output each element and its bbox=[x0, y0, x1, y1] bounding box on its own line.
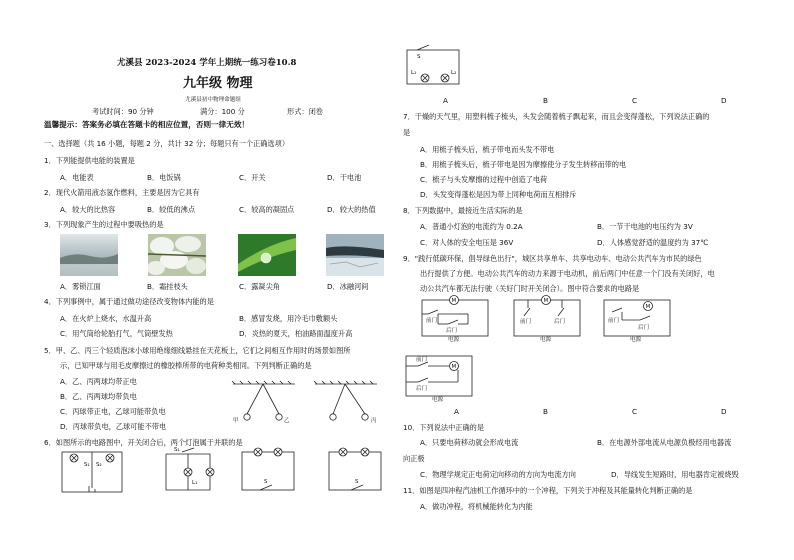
q8-option-a: A．普通小灯泡的电流约为 0.2A bbox=[420, 222, 523, 231]
q8-option-b: B．一节干电池的电压约为 3V bbox=[597, 222, 693, 231]
q7-option-a: A．用梳子梳头后，梳子带电而头发不带电 bbox=[420, 145, 555, 154]
exam-score: 满分：100 分 bbox=[200, 107, 245, 116]
motor-label-b: M bbox=[543, 298, 549, 304]
label-s-c: S bbox=[264, 479, 268, 485]
ball-yi-label: 乙 bbox=[284, 418, 290, 424]
q5-stem-line2: 示，已知甲球与用毛皮摩擦过的橡胶棒所带的电荷种类相同。下列判断正确的是 bbox=[60, 361, 312, 370]
label-s-d: S bbox=[355, 479, 359, 485]
front-door-label-c: 前门 bbox=[608, 318, 620, 324]
q6-label-c: C bbox=[632, 96, 638, 105]
q3-stem: 3．下列现象产生的过程中要吸热的是 bbox=[44, 220, 164, 229]
q3-option-a: A．雾锁江面 bbox=[60, 282, 101, 291]
dew-leaf-photo bbox=[238, 234, 296, 276]
q4-option-d: D．炎热的夏天，柏油路面温度升高 bbox=[239, 329, 353, 338]
q3-option-d: D．冰融河间 bbox=[327, 282, 369, 291]
q10-option-b: B．在电源外部电流从电源负极经用电器流 bbox=[597, 438, 732, 447]
ice-river-photo bbox=[326, 234, 384, 276]
q7-option-d: D．头发变得蓬松是因为带上同种电荷而互相排斥 bbox=[420, 190, 577, 199]
q9-label-a: A bbox=[454, 407, 459, 416]
exam-title: 尤溪县 2023-2024 学年上期统一练习卷10.8 bbox=[117, 58, 297, 68]
power-label-a: 电源 bbox=[448, 337, 460, 343]
q10-option-a: A．只要电荷移动就会形成电流 bbox=[420, 438, 519, 447]
q4-option-c: C．用气筒给轮胎打气，气筒壁发热 bbox=[60, 329, 173, 338]
q2-option-b: B．较低的沸点 bbox=[147, 205, 196, 214]
q6-stem: 6．如图所示的电路图中，开关闭合后，两个灯泡属于并联的是 bbox=[44, 438, 243, 447]
motor-label-c: M bbox=[645, 304, 651, 310]
exam-time: 考试时间：90 分钟 bbox=[92, 107, 154, 116]
front-door-label-b: 前门 bbox=[520, 319, 532, 325]
rear-door-label-a: 后门 bbox=[446, 328, 458, 334]
q6-label-d: D bbox=[721, 96, 727, 105]
q1-stem: 1．下列能提供电能的装置是 bbox=[44, 156, 135, 165]
power-label-b: 电源 bbox=[540, 337, 552, 343]
q1-option-b: B．电饭锅 bbox=[147, 173, 181, 182]
q3-option-b: B．霜挂枝头 bbox=[147, 282, 188, 291]
label-l1-top: L₁ bbox=[411, 70, 417, 76]
label-s-top: S bbox=[417, 54, 421, 60]
q11-stem: 11．如图是四冲程汽油机工作循环中的一个冲程，下列关于冲程及其能量转化判断正确的是 bbox=[403, 486, 693, 495]
q6-circuit-d-top bbox=[403, 44, 463, 92]
compiler: 尤溪县初中物理命题组 bbox=[185, 97, 241, 103]
q5-balls-diagram bbox=[225, 380, 395, 428]
q7-option-b: B．用梳子梳头后，梳子带电是因为摩擦使分子发生转移而带的电 bbox=[420, 160, 627, 169]
q2-stem: 2．现代火箭用液态氢作燃料，主要是因为它具有 bbox=[44, 188, 200, 197]
notice: 温馨提示：答案务必填在答题卡的相应位置，否则一律无效！ bbox=[44, 120, 250, 129]
q9-label-d: D bbox=[721, 407, 727, 416]
q4-option-b: B．感冒发烧，用冷毛巾敷额头 bbox=[239, 314, 338, 323]
q5-option-a: A．乙、丙两球均带正电 bbox=[60, 377, 137, 386]
q10-option-c: C．物理学规定正电荷定向移动的方向为电流方向 bbox=[420, 470, 576, 479]
q2-option-a: A．较大的比热容 bbox=[60, 205, 116, 214]
q6-label-b: B bbox=[543, 96, 548, 105]
q8-stem: 8．下列数据中，最接近生活实际的是 bbox=[403, 206, 523, 215]
power-label-d: 电源 bbox=[432, 397, 444, 403]
motor-label-a: M bbox=[451, 298, 457, 304]
label-l2-top: L₂ bbox=[451, 70, 457, 76]
subject-title: 九年级 物理 bbox=[183, 76, 253, 91]
q10-option-b-cont: 向正极 bbox=[403, 454, 425, 463]
q10-option-d: D．导线发生短路时，用电器肯定被烧毁 bbox=[611, 470, 739, 479]
label-s1-b: S₁ bbox=[174, 447, 180, 453]
q8-option-c: C．对人体的安全电压是 36V bbox=[420, 238, 514, 247]
q1-option-d: D．干电池 bbox=[327, 173, 362, 182]
q11-option-a: A．做功冲程，将机械能转化为内能 bbox=[420, 502, 533, 511]
q9-circuit-a bbox=[418, 296, 494, 342]
q8-option-d: D．人体感觉舒适的温度约为 37℃ bbox=[597, 238, 709, 247]
q2-option-c: C．较高的凝固点 bbox=[239, 205, 295, 214]
front-door-label-a: 前门 bbox=[426, 318, 438, 324]
q9-label-b: B bbox=[543, 407, 548, 416]
rear-door-label-c: 后门 bbox=[638, 325, 650, 331]
q4-option-a: A．在火炉上烧水，水温升高 bbox=[60, 314, 152, 323]
q7-stem-line1: 7．干燥的天气里，用塑料梳子梳头，头发会随着梳子飘起来，而且会变得蓬松，下列说法正确的 bbox=[403, 112, 710, 121]
q9-circuit-c bbox=[600, 296, 676, 342]
q9-circuit-d bbox=[402, 352, 478, 402]
q6-circuit-a bbox=[60, 448, 124, 496]
power-label-c: 电源 bbox=[630, 337, 642, 343]
q6-circuit-c bbox=[238, 448, 298, 496]
q9-circuit-b bbox=[510, 296, 586, 342]
q6-circuit-d bbox=[325, 448, 385, 496]
q7-option-c: C．梳子与头发摩擦的过程中创造了电荷 bbox=[420, 175, 548, 184]
q5-option-c: C．丙球带正电，乙球可能带负电 bbox=[60, 407, 166, 416]
q9-stem-line3: 动公共汽车都无法行驶（关好门时开关闭合）。图中符合要求的电路是 bbox=[420, 284, 640, 293]
section-heading: 一、选择题（共 16 小题，每题 2 分，共计 32 分；每题只有一个正确选项） bbox=[44, 139, 290, 148]
q10-stem: 10．下列说法中正确的是 bbox=[403, 423, 485, 432]
q9-label-c: C bbox=[632, 407, 638, 416]
fog-river-photo bbox=[60, 234, 118, 276]
ball-bing-label: 丙 bbox=[371, 418, 377, 424]
ball-jia-label: 甲 bbox=[233, 418, 239, 424]
label-s2: S₂ bbox=[96, 462, 102, 468]
front-door-label-d: 前门 bbox=[416, 357, 428, 363]
motor-label-d: M bbox=[451, 364, 457, 370]
q6-circuit-b bbox=[160, 448, 220, 498]
q9-stem-line1: 9．"践行低碳环保，倡导绿色出行"，城区共享单车、共享电动车、电动公共汽车为市民的绿色 bbox=[403, 254, 702, 263]
q5-option-b: B．乙、丙两球均带负电 bbox=[60, 392, 137, 401]
q2-option-d: D．较大的热值 bbox=[327, 205, 376, 214]
q7-stem-line2: 是 bbox=[403, 128, 411, 137]
q5-stem-line1: 5．甲、乙、丙三个轻质泡沫小球用绝缘细线悬挂在天花板上，它们之间相互作用时的场景如图所 bbox=[44, 346, 351, 355]
q3-option-c: C．露凝尖角 bbox=[239, 282, 280, 291]
q1-option-a: A．电能表 bbox=[60, 173, 94, 182]
rear-door-label-b: 后门 bbox=[554, 319, 566, 325]
label-l1-b: L₁ bbox=[192, 480, 198, 486]
label-s1: S₁ bbox=[84, 462, 90, 468]
exam-form: 形式：闭卷 bbox=[287, 107, 323, 116]
rear-door-label-d: 后门 bbox=[416, 386, 428, 392]
q5-option-d: D．丙球带负电，乙球可能不带电 bbox=[60, 422, 167, 431]
q4-stem: 4．下列事例中，属于通过做功途径改变物体内能的是 bbox=[44, 297, 214, 306]
q9-stem-line2: 出行提供了方便。电动公共汽车的动力来源于电动机，前后两门中任意一个门没有关闭好，电 bbox=[420, 269, 715, 278]
q1-option-c: C．开关 bbox=[239, 173, 266, 182]
frost-branch-photo bbox=[148, 234, 206, 276]
q6-label-a: A bbox=[443, 96, 448, 105]
